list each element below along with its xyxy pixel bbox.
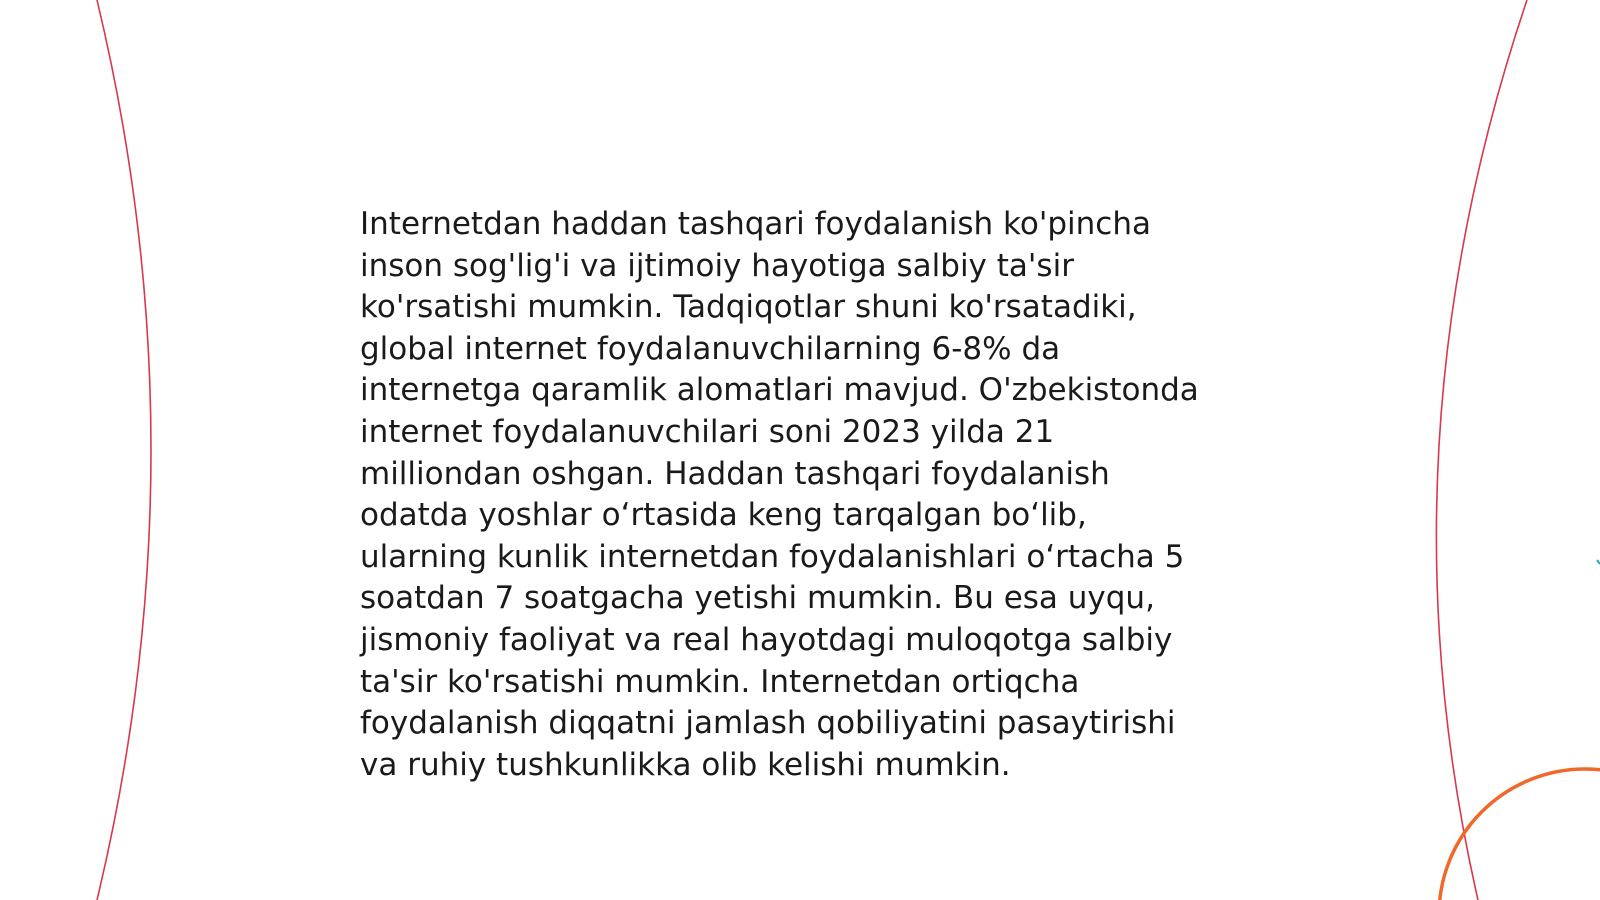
body-paragraph: Internetdan haddan tashqari foydalanish ko'pincha inson sog'lig'i va ijtimoiy hayotiga salbiy ta'sir ko'rsatishi mumkin. Tadqiqotlar shuni ko'rsatadiki, global internet foydalanuvchilarning 6-8% da internetga qaramlik alomatlari mavjud. O'zbekistonda internet foydalanuvchilari soni 2023 yilda 21 milliondan oshgan. Haddan tashqari foydalanish odatda yoshlar o‘rtasida keng tarqalgan bo‘lib, ularning kunlik internetdan foydalanishlari o‘rtacha 5 soatdan 7 soatgacha yetishi mumkin. Bu esa uyqu, jismoniy faoliyat va real hayotdagi muloqotga salbiy ta'sir ko'rsatishi mumkin. Internetdan ortiqcha foydalanish diqqatni jamlash qobiliyatini pasaytirishi va ruhiy tushkunlikka olib kelishi mumkin. [360,206,1199,783]
left-arc-line [97,0,151,900]
right-arc-line [1436,0,1527,900]
orange-circle-outline [1439,769,1600,900]
